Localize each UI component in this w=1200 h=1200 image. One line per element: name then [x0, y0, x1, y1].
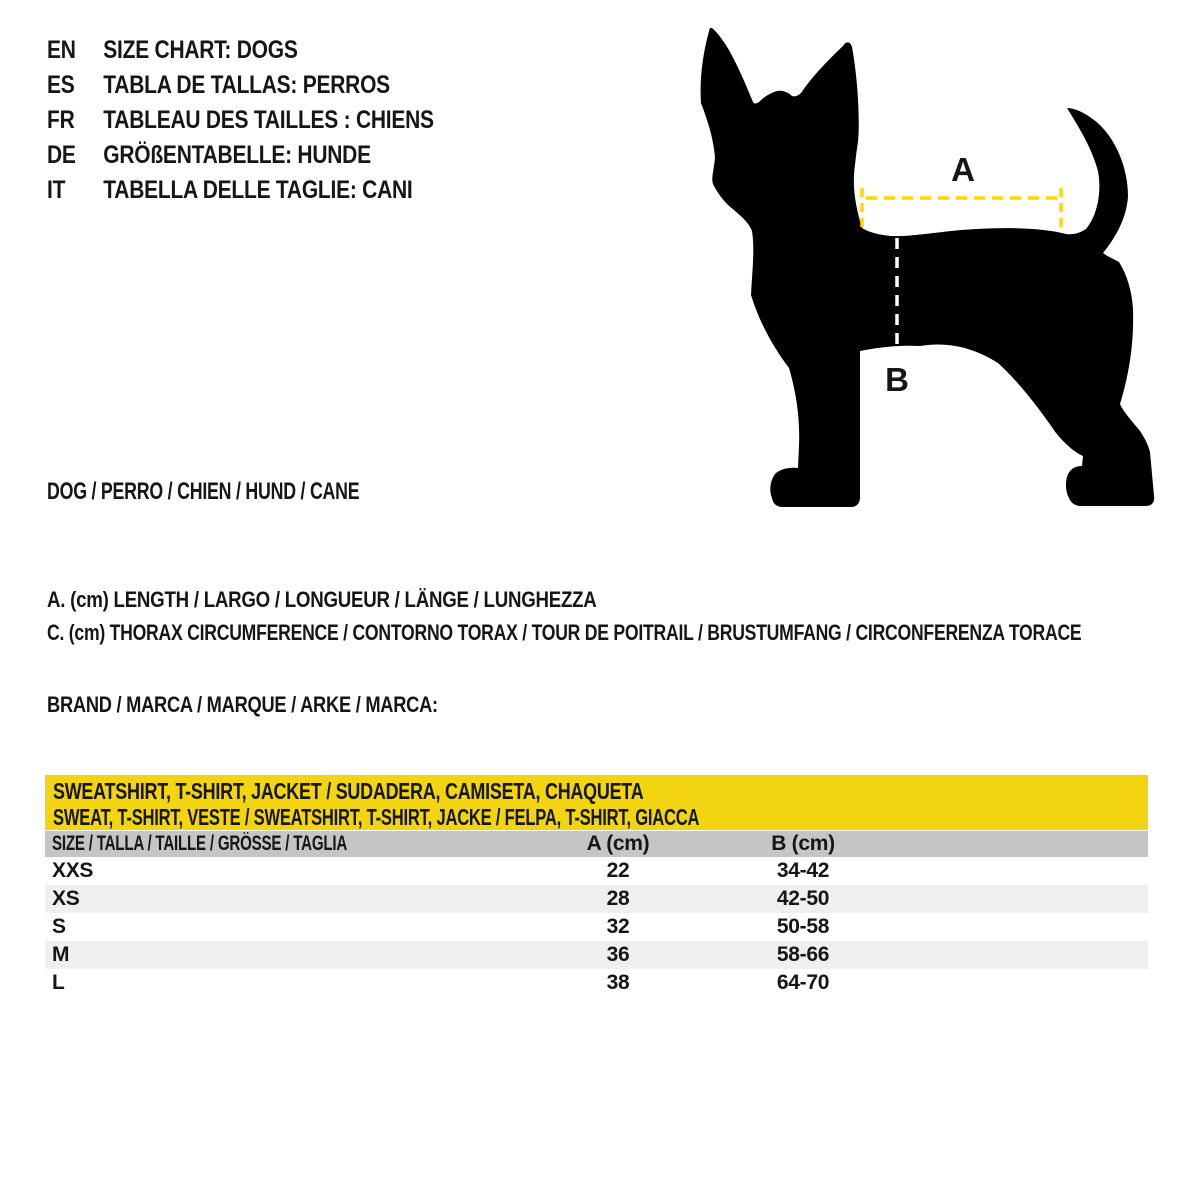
- legend-thorax: C. (cm) THORAX CIRCUMFERENCE / CONTORNO TORAX / TOUR DE POITRAIL / BRUSTUMFANG / CIRCONFERENZA TORACE: [47, 620, 1082, 645]
- table-row-l: [45, 969, 1148, 997]
- title-text-fr: TABLEAU DES TAILLES : CHIENS: [103, 106, 434, 134]
- lang-code-fr: FR: [47, 106, 75, 134]
- table-row-m: [45, 941, 1148, 969]
- table-row-xxs: [45, 857, 1148, 885]
- size-cell: S: [52, 915, 66, 938]
- b-cell: 42-50: [776, 887, 830, 910]
- title-text-it: TABELLA DELLE TAGLIE: CANI: [103, 176, 413, 204]
- dog-caption: DOG / PERRO / CHIEN / HUND / CANE: [47, 478, 360, 505]
- dog-silhouette-icon: [701, 28, 1155, 507]
- a-cell: 28: [606, 887, 630, 910]
- legend-length: A. (cm) LENGTH / LARGO / LONGUEUR / LÄNGE / LUNGHEZZA: [47, 587, 597, 612]
- a-cell: 36: [606, 943, 630, 966]
- table-row-s: [45, 913, 1148, 941]
- brand-line: BRAND / MARCA / MARQUE / ARKE / MARCA:: [47, 692, 438, 717]
- size-cell: L: [52, 971, 65, 994]
- a-cell: 38: [606, 971, 630, 994]
- measure-a-label: A: [951, 151, 975, 188]
- header-b-cell: B (cm): [771, 832, 835, 855]
- header-a-cell: A (cm): [586, 832, 650, 855]
- title-text-en: SIZE CHART: DOGS: [103, 36, 298, 64]
- product-band-line-1: SWEATSHIRT, T-SHIRT, JACKET / SUDADERA, CAMISETA, CHAQUETA: [53, 778, 644, 804]
- lang-code-it: IT: [47, 176, 66, 204]
- size-cell: XS: [52, 887, 80, 910]
- lang-code-de: DE: [47, 141, 76, 169]
- table-row-xs: [45, 885, 1148, 913]
- product-band-line-2: SWEAT, T-SHIRT, VESTE / SWEATSHIRT, T-SHIRT, JACKE / FELPA, T-SHIRT, GIACCA: [53, 804, 700, 830]
- size-cell: M: [52, 943, 70, 966]
- b-cell: 64-70: [776, 971, 830, 994]
- lang-code-en: EN: [47, 36, 76, 64]
- b-cell: 58-66: [776, 943, 830, 966]
- a-cell: 32: [606, 915, 630, 938]
- size-table-header: [45, 831, 1148, 857]
- title-text-es: TABLA DE TALLAS: PERROS: [103, 71, 390, 99]
- size-cell: XXS: [52, 859, 94, 882]
- b-cell: 50-58: [776, 915, 830, 938]
- product-band: [45, 775, 1148, 830]
- a-cell: 22: [606, 859, 630, 882]
- b-cell: 34-42: [776, 859, 830, 882]
- size-table: [45, 831, 1148, 997]
- title-text-de: GRÖßENTABELLE: HUNDE: [103, 141, 371, 169]
- header-size-cell: SIZE / TALLA / TAILLE / GRÖSSE / TAGLIA: [52, 832, 348, 855]
- lang-code-es: ES: [47, 71, 75, 99]
- measure-b-label: B: [885, 361, 909, 398]
